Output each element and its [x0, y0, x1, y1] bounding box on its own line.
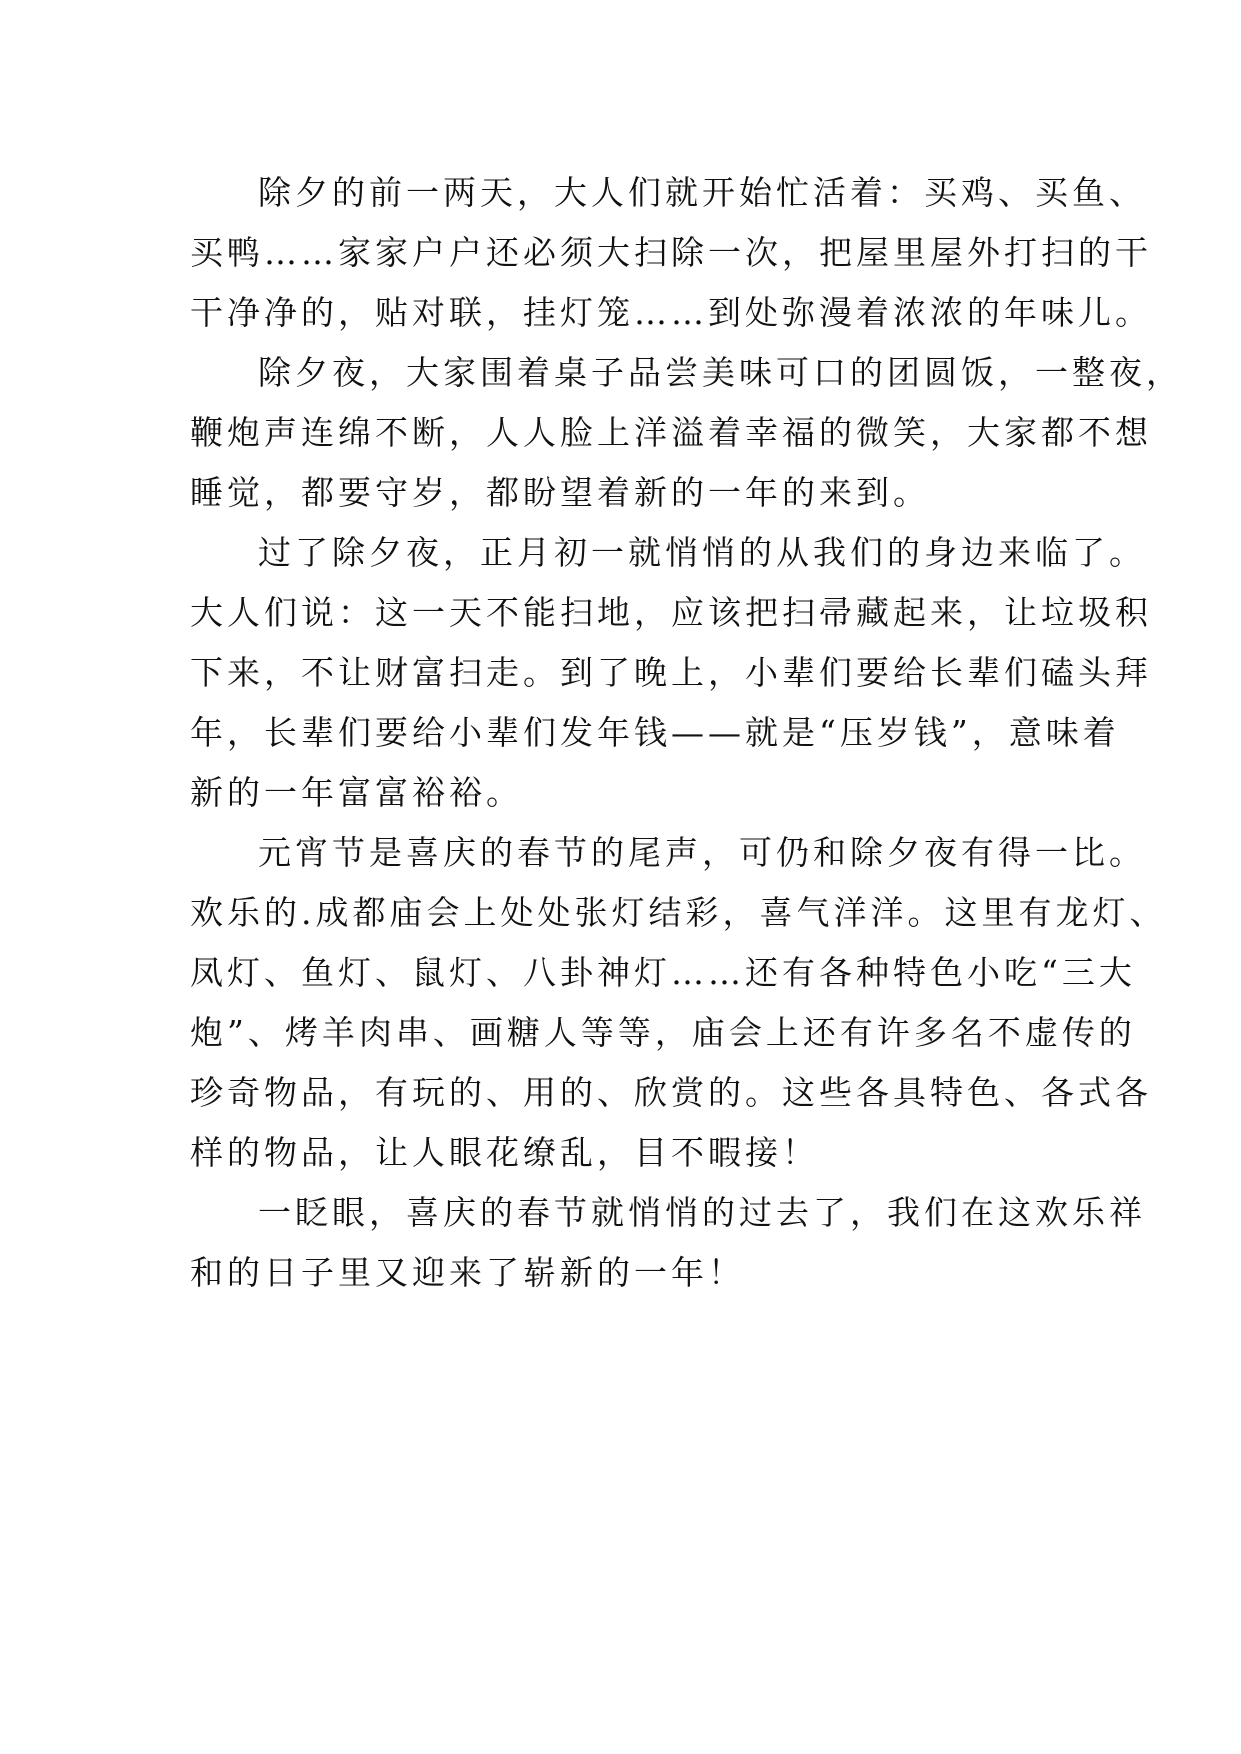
paragraph-2 [190, 343, 1183, 523]
text-line: 和的日子里又迎来了崭新的一年！ [190, 1253, 745, 1292]
text-line: 过了除夕夜，正月初一就悄悄的从我们的身边来临了。 [258, 533, 1146, 572]
paragraph-3 [190, 523, 1152, 823]
text-line: 年，长辈们要给小辈们发年钱——就是“压岁钱”，意味着 [190, 713, 1120, 752]
paragraph-5 [190, 1183, 1146, 1303]
text-line: 新的一年富富裕裕。 [190, 773, 523, 812]
text-line: 凤灯、鱼灯、鼠灯、八卦神灯……还有各种特色小吃“三大 [190, 953, 1136, 992]
text-line: 珍奇物品，有玩的、用的、欣赏的。这些各具特色、各式各 [190, 1073, 1152, 1112]
paragraph-1 [190, 163, 1152, 343]
text-line: 除夕夜，大家围着桌子品尝美味可口的团圆饭，一整夜， [258, 353, 1183, 392]
text-line: 干净净的，贴对联，挂灯笼……到处弥漫着浓浓的年味儿。 [190, 293, 1152, 332]
text-line: 下来，不让财富扫走。到了晚上，小辈们要给长辈们磕头拜 [190, 653, 1152, 692]
text-line: 大人们说：这一天不能扫地，应该把扫帚藏起来，让垃圾积 [190, 593, 1152, 632]
paragraph-4 [190, 823, 1167, 1183]
text-line: 买鸭……家家户户还必须大扫除一次，把屋里屋外打扫的干 [190, 233, 1152, 272]
document-body [190, 163, 1183, 1303]
text-line: 鞭炮声连绵不断，人人脸上洋溢着幸福的微笑，大家都不想 [190, 413, 1152, 452]
text-line: 睡觉，都要守岁，都盼望着新的一年的来到。 [190, 473, 930, 512]
text-line: 一眨眼，喜庆的春节就悄悄的过去了，我们在这欢乐祥 [258, 1193, 1146, 1232]
text-line: 除夕的前一两天，大人们就开始忙活着：买鸡、买鱼、 [258, 173, 1146, 212]
text-line: 炮”、烤羊肉串、画糖人等等，庙会上还有许多名不虚传的 [190, 1013, 1136, 1052]
text-line: 样的物品，让人眼花缭乱，目不暇接！ [190, 1133, 819, 1172]
text-line: 欢乐的.成都庙会上处处张灯结彩，喜气洋洋。这里有龙灯、 [190, 893, 1167, 932]
text-line: 元宵节是喜庆的春节的尾声，可仍和除夕夜有得一比。 [258, 833, 1146, 872]
